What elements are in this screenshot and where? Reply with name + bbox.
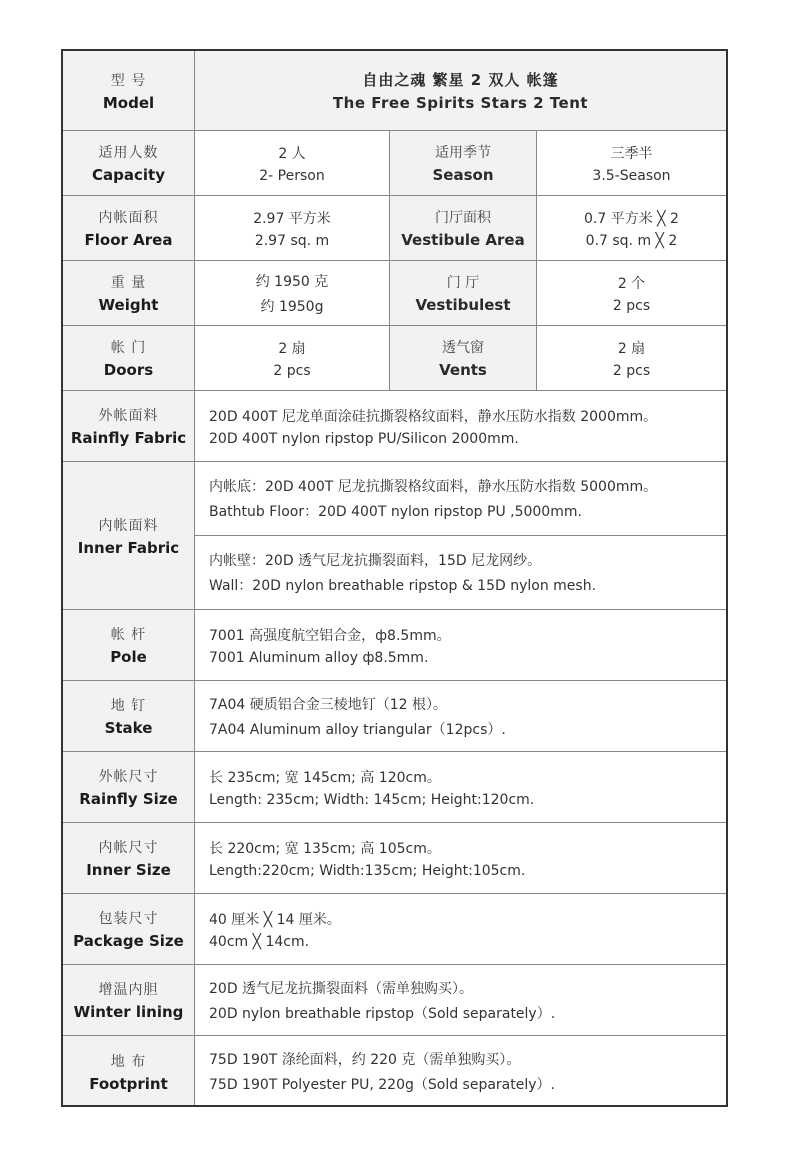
value-zh: 内帐壁：20D 透气尼龙抗撕裂面料，15D 尼龙网纱。: [209, 553, 542, 569]
model-name: [195, 51, 726, 130]
spec-value: [195, 196, 390, 260]
spec-row-pole: [63, 610, 726, 681]
spec-label: [63, 196, 195, 260]
spec-value: [195, 894, 726, 964]
spec-value: [195, 681, 726, 751]
spec-value: [195, 610, 726, 680]
spec-value: [537, 196, 726, 260]
model-row: [63, 51, 726, 131]
label-en: Rainfly Size: [79, 790, 178, 808]
value-zh: 75D 190T 涤纶面料，约 220 克（需单独购买）。: [209, 1052, 521, 1068]
spec-label: [63, 261, 195, 325]
label-en: Vestibule Area: [401, 231, 525, 249]
value-zh: 约 1950 克: [255, 273, 329, 290]
value-zh: 20D 透气尼龙抗撕裂面料（需单独购买）。: [209, 980, 474, 997]
spec-value: [195, 391, 726, 461]
spec-row-inner-fabric: [63, 462, 726, 610]
label-zh: 地 布: [110, 1053, 147, 1070]
value-en: Length: 235cm; Width: 145cm; Height:120cm.: [209, 791, 535, 808]
spec-label: [63, 894, 195, 964]
label-zh: 外帐面料: [98, 408, 159, 424]
spec-row-doors: [63, 326, 726, 391]
spec-value: [195, 261, 390, 325]
model-name-zh: 自由之魂 繁星 2 双人 帐篷: [362, 71, 559, 89]
spec-label: [63, 752, 195, 822]
value-en: 20D 400T nylon ripstop PU/Silicon 2000mm.: [209, 430, 519, 447]
value-en: Bathtub Floor：20D 400T nylon ripstop PU ,5000mm.: [209, 504, 582, 520]
value-en: 7001 Aluminum alloy ф8.5mm.: [209, 649, 429, 666]
label-zh: 型 号: [110, 72, 147, 89]
label-en: Vestibulest: [415, 296, 511, 314]
spec-row-stake: [63, 681, 726, 752]
label-en: Package Size: [73, 932, 184, 950]
label-zh: 门厅面积: [435, 210, 491, 226]
label-en: Season: [432, 166, 494, 184]
spec-row-rainfly-size: [63, 752, 726, 823]
value-en: 2.97 sq. m: [254, 232, 330, 249]
value-en: 7A04 Aluminum alloy triangular（12pcs）.: [209, 721, 506, 738]
spec-value: [195, 326, 390, 390]
label-zh: 地 钉: [110, 698, 147, 714]
spec-table: [61, 49, 728, 1107]
value-zh: 20D 400T 尼龙单面涂硅抗撕裂格纹面料，静水压防水指数 2000mm。: [209, 408, 658, 425]
spec-row-winter-lining: [63, 965, 726, 1036]
label-zh: 透气窗: [442, 340, 484, 356]
label-zh: 帐 门: [110, 340, 147, 356]
value-zh: 长 220cm; 宽 135cm; 高 105cm。: [209, 840, 441, 857]
label-zh: 适用季节: [435, 145, 491, 161]
spec-value: [537, 261, 726, 325]
label-en: Model: [102, 93, 155, 112]
value-zh: 内帐底：20D 400T 尼龙抗撕裂格纹面料，静水压防水指数 5000mm。: [209, 479, 658, 495]
value-zh: 0.7 平方米 ╳ 2: [584, 210, 679, 227]
value-en: Wall：20D nylon breathable ripstop & 15D nylon mesh.: [209, 578, 597, 594]
value-en: 2- Person: [259, 167, 325, 184]
label-en: Inner Size: [86, 861, 171, 879]
spec-label: [63, 823, 195, 893]
spec-row-weight: [63, 261, 726, 326]
label-zh: 重 量: [110, 275, 147, 291]
label-en: Inner Fabric: [77, 538, 180, 557]
bathtub-floor-value: [195, 462, 726, 536]
spec-label: [63, 326, 195, 390]
label-en: Pole: [110, 648, 147, 666]
value-zh: 2 人: [278, 145, 306, 162]
spec-row-floor-area: [63, 196, 726, 261]
label-zh: 内帐面积: [98, 210, 159, 226]
spec-label: [63, 391, 195, 461]
value-zh: 2.97 平方米: [253, 210, 331, 227]
value-en: 40cm ╳ 14cm.: [209, 933, 310, 950]
value-en: 2 pcs: [612, 362, 651, 379]
spec-row-inner-size: [63, 823, 726, 894]
label-en: Rainfly Fabric: [70, 429, 187, 447]
wall-value: [195, 536, 726, 609]
value-en: 2 pcs: [273, 362, 311, 379]
spec-value: [195, 131, 390, 195]
label-en: Weight: [98, 296, 159, 314]
value-zh: 2 扇: [617, 340, 646, 357]
spec-value: [537, 131, 726, 195]
label-zh: 门 厅: [446, 275, 480, 291]
label-zh: 内帐面料: [98, 517, 159, 534]
spec-value: [195, 965, 726, 1035]
value-en: Length:220cm; Width:135cm; Height:105cm.: [209, 862, 526, 879]
value-zh: 2 个: [617, 275, 646, 292]
label-en: Capacity: [92, 166, 165, 184]
value-zh: 长 235cm; 宽 145cm; 高 120cm。: [209, 769, 441, 786]
label-zh: 增温内胆: [98, 982, 159, 998]
spec-value: [537, 326, 726, 390]
value-en: 0.7 sq. m ╳ 2: [585, 232, 678, 249]
value-zh: 7001 高强度航空铝合金，ф8.5mm。: [209, 627, 451, 644]
spec-row-capacity: [63, 131, 726, 196]
value-zh: 三季半: [610, 145, 653, 162]
spec-label: [63, 462, 195, 609]
value-zh: 40 厘米 ╳ 14 厘米。: [209, 911, 341, 928]
label-zh: 包装尺寸: [98, 911, 159, 927]
model-label: [63, 51, 195, 130]
label-zh: 内帐尺寸: [98, 840, 159, 856]
label-en: Footprint: [89, 1074, 168, 1093]
label-en: Floor Area: [84, 231, 173, 249]
value-en: 75D 190T Polyester PU, 220g（Sold separately）.: [209, 1077, 555, 1093]
label-zh: 适用人数: [98, 145, 159, 161]
spec-row-footprint: [63, 1036, 726, 1107]
spec-row-package-size: [63, 894, 726, 965]
label-zh: 外帐尺寸: [98, 769, 159, 785]
spec-value: [195, 1036, 726, 1107]
spec-row-rainfly-fabric: [63, 391, 726, 462]
spec-label: [63, 610, 195, 680]
spec-label: [390, 261, 537, 325]
label-en: Stake: [104, 719, 153, 737]
spec-label: [63, 681, 195, 751]
value-en: 约 1950g: [260, 298, 324, 315]
value-zh: 2 扇: [278, 340, 306, 357]
label-en: Vents: [439, 361, 487, 379]
spec-label: [390, 326, 537, 390]
spec-label: [63, 965, 195, 1035]
label-en: Doors: [103, 361, 154, 379]
model-name-en: The Free Spirits Stars 2 Tent: [332, 94, 589, 112]
value-en: 2 pcs: [612, 297, 651, 314]
spec-label: [390, 131, 537, 195]
inner-fabric-values: [195, 462, 726, 609]
spec-value: [195, 752, 726, 822]
value-zh: 7A04 硬质铝合金三棱地钉（12 根）。: [209, 696, 448, 713]
label-zh: 帐 杆: [110, 627, 147, 643]
value-en: 3.5-Season: [592, 167, 671, 184]
label-en: Winter lining: [73, 1003, 184, 1021]
spec-label: [63, 131, 195, 195]
value-en: 20D nylon breathable ripstop（Sold separately）.: [209, 1005, 556, 1022]
spec-label: [390, 196, 537, 260]
spec-value: [195, 823, 726, 893]
spec-label: [63, 1036, 195, 1107]
